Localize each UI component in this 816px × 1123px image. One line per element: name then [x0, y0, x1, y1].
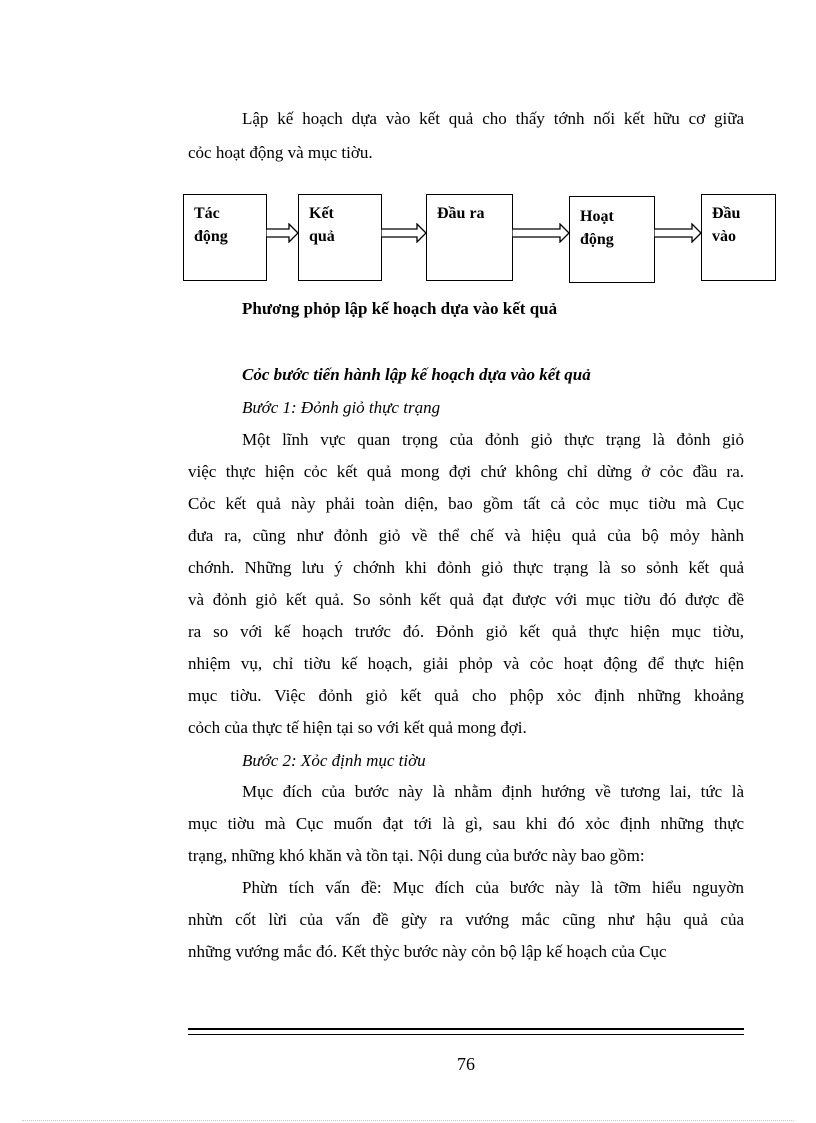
intro-line-1: Lập kế hoạch dựa vào kết quả cho thấy tớnh nối kết hữu cơ giữa	[242, 109, 744, 128]
diagram-box-dau-ra: Đầu ra	[426, 194, 513, 281]
arrow-right-icon	[381, 223, 427, 243]
diagram-box-tac-dong: Tác động	[183, 194, 267, 281]
paragraph-line: Cỏc kết quả này phải toàn diện, bao gồm tất cả cỏc mục tiờu mà Cục	[188, 494, 744, 513]
diagram-box-dau-vao: Đầu vào	[701, 194, 776, 281]
diagram-box-hoat-dong: Hoạt động	[569, 196, 655, 283]
paragraph-line: mục tiờu mà Cục muốn đạt tới là gì, sau khi đó xỏc định những thực	[188, 814, 744, 833]
paragraph-line: những vướng mắc đó. Kết thỳc bước này cỏn bộ lập kế hoạch của Cục	[188, 942, 667, 961]
section-heading: Cỏc bước tiến hành lập kế hoạch dựa vào kết quả	[242, 365, 591, 384]
paragraph-line: ra so với kế hoạch trước đó. Đỏnh giỏ kết quả thực hiện mục tiờu,	[188, 622, 744, 641]
paragraph-line: nhiệm vụ, chỉ tiờu kế hoạch, giải phỏp và cỏc hoạt động để thực hiện	[188, 654, 744, 673]
paragraph-line: nhừn cốt lừi của vấn đề gừy ra vướng mắc cũng như hậu quả của	[188, 910, 744, 929]
footer-rule	[188, 1028, 744, 1030]
arrow-right-icon	[266, 223, 299, 243]
paragraph-line: Một lĩnh vực quan trọng của đỏnh giỏ thực trạng là đỏnh giỏ	[242, 430, 744, 449]
diagram-caption: Phương phỏp lập kế hoạch dựa vào kết quả	[242, 299, 558, 318]
paragraph-line: trạng, những khó khăn và tồn tại. Nội dung của bước này bao gồm:	[188, 846, 645, 865]
step-2-title: Bước 2: Xỏc định mục tiờu	[242, 751, 426, 770]
step-1-title: Bước 1: Đỏnh giỏ thực trạng	[242, 398, 441, 417]
arrow-right-icon	[512, 223, 570, 243]
paragraph-line: mục tiờu. Việc đỏnh giỏ kết quả cho phộp xỏc định những khoảng	[188, 686, 744, 705]
diagram-box-ket-qua: Kết quả	[298, 194, 382, 281]
page-bottom-border	[22, 1120, 794, 1121]
page-number: 76	[457, 1054, 475, 1074]
paragraph-line: đưa ra, cũng như đỏnh giỏ về thể chế và hiệu quả của bộ mỏy hành	[188, 526, 744, 545]
paragraph-line: chớnh. Những lưu ý chớnh khi đỏnh giỏ thực trạng là so sỏnh kết quả	[188, 558, 744, 577]
paragraph-line: cỏch của thực tế hiện tại so với kết quả mong đợi.	[188, 718, 527, 737]
arrow-right-icon	[654, 223, 702, 243]
intro-line-2: cỏc hoạt động và mục tiờu.	[188, 143, 373, 162]
paragraph-line: Phừn tích vấn đề: Mục đích của bước này là tỡm hiểu nguyờn	[242, 878, 744, 897]
paragraph-line: và đỏnh giỏ kết quả. So sỏnh kết quả đạt được với mục tiờu đó được đề	[188, 590, 744, 609]
footer-rule	[188, 1034, 744, 1035]
paragraph-line: Mục đích của bước này là nhằm định hướng về tương lai, tức là	[242, 782, 744, 801]
paragraph-line: việc thực hiện cỏc kết quả mong đợi chứ không chỉ dừng ở cỏc đầu ra.	[188, 462, 744, 481]
